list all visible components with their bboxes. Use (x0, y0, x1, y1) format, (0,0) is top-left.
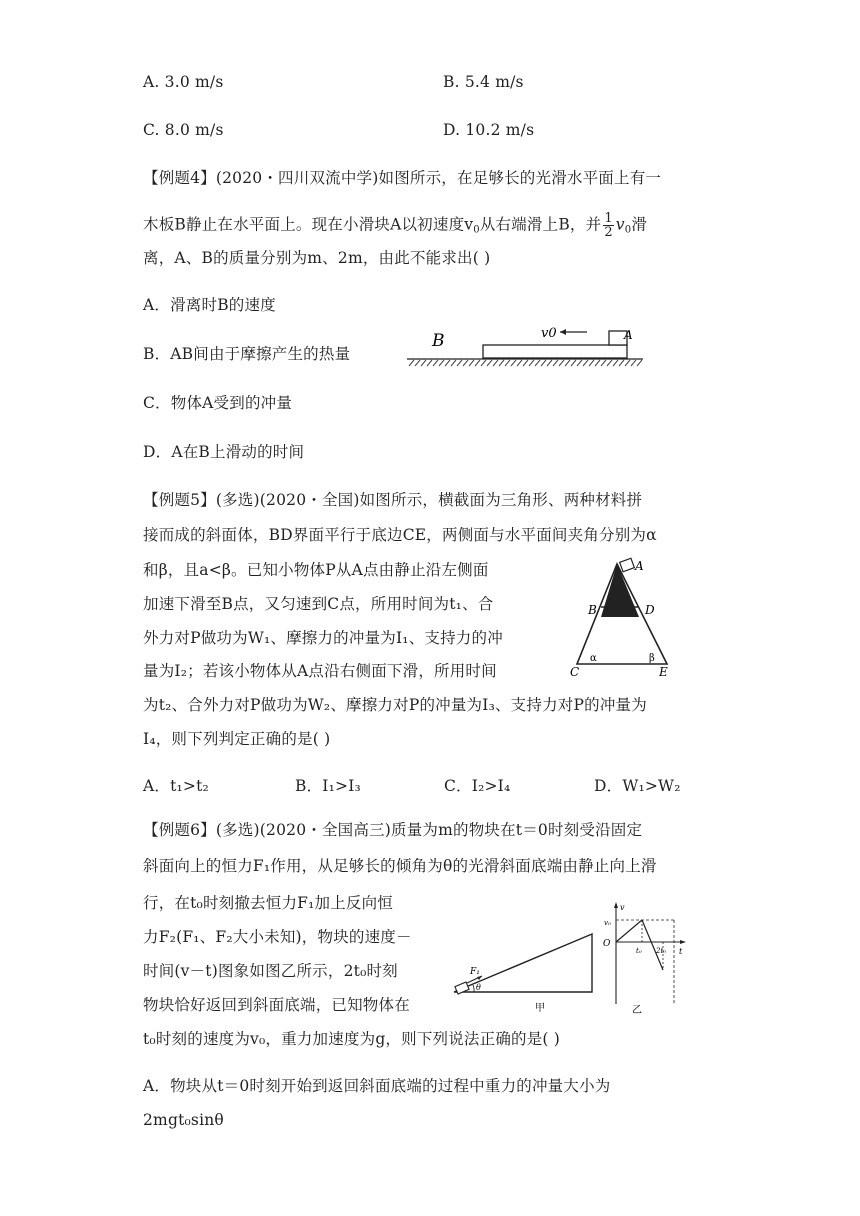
svg-text:2t₀: 2t₀ (656, 947, 667, 955)
q4-option-d: D．A在B上滑动的时间 (143, 443, 305, 461)
q5-option-b: B．I₁>I₃ (295, 777, 361, 795)
q4-line-1: 【例题4】(2020・四川双流中学)如图所示，在足够长的光滑水平面上有一 (143, 169, 662, 187)
fraction-one-half: $\frac{1}{2}$ (604, 211, 613, 240)
q6-line-3: 行，在t₀时刻撤去恒力F₁加上反向恒 (143, 894, 394, 912)
q6-line-2: 斜面向上的恒力F₁作用，从足够长的倾角为θ的光滑斜面底端由静止向上滑 (143, 857, 657, 875)
q3-option-b: B. 5.4 m/s (443, 73, 524, 91)
svg-text:β: β (649, 653, 655, 664)
svg-text:B: B (588, 603, 597, 617)
q5-option-d: D．W₁>W₂ (594, 777, 681, 795)
q5-line-8: I₄，则下列判定正确的是( ) (143, 730, 331, 748)
svg-text:C: C (570, 665, 580, 678)
q5-line-3: 和β，且a<β。已知小物体P从A点由静止沿左侧面 (143, 561, 489, 579)
q3-option-d: D. 10.2 m/s (443, 121, 535, 139)
incline-triangle (454, 934, 592, 992)
q5-line-4: 加速下滑至B点，又匀速到C点，所用时间为t₁、合 (143, 595, 494, 613)
label-b: B (432, 331, 445, 351)
q6-option-a-line-1: A．物块从t＝0时刻开始到返回斜面底端的过程中重力的冲量大小为 (143, 1077, 611, 1095)
svg-text:F₁: F₁ (470, 967, 480, 977)
q4-line-3: 离，A、B的质量分别为m、2m，由此不能求出( ) (143, 249, 491, 267)
ground-hatching (409, 360, 642, 366)
q6-line-7: t₀时刻的速度为v₀，重力加速度为g，则下列说法正确的是( ) (143, 1030, 561, 1048)
board-block-figure (405, 312, 645, 374)
svg-text:乙: 乙 (632, 1005, 642, 1016)
vt-graph-figure (600, 900, 690, 1020)
svg-text:A: A (635, 559, 644, 573)
acceleration-segment (616, 920, 642, 942)
q4-option-c: C．物体A受到的冲量 (143, 394, 293, 412)
svg-text:t: t (679, 947, 683, 956)
small-block-p (620, 558, 635, 572)
svg-text:t₀: t₀ (636, 947, 642, 955)
q5-line-6: 量为I₂；若该小物体从A点沿右侧面下滑，所用时间 (143, 662, 497, 680)
q5-line-7: 为t₂、合外力对P做功为W₂、摩擦力对P的冲量为I₃、支持力对P的冲量为 (143, 696, 647, 714)
svg-text:α: α (590, 653, 597, 664)
return-segment (642, 920, 663, 970)
q5-line-1: 【例题5】(多选)(2020・全国)如图所示，横截面为三角形、两种材料拼 (143, 491, 643, 509)
q5-line-5: 外力对P做功为W₁、摩擦力的冲量为I₁、支持力的冲 (143, 629, 503, 647)
label-a: A (624, 328, 633, 342)
board-b (483, 345, 627, 358)
q5-option-a: A．t₁>t₂ (143, 777, 209, 795)
q5-line-2: 接而成的斜面体，BD界面平行于底边CE，两侧面与水平面间夹角分别为α (143, 526, 657, 544)
svg-text:D: D (645, 603, 655, 617)
q6-line-4: 力F₂(F₁、F₂大小未知)，物块的速度－ (143, 928, 412, 946)
triangle-figure (557, 554, 685, 678)
q3-option-a: A. 3.0 m/s (143, 73, 224, 91)
q4-option-a: A．滑离时B的速度 (143, 296, 276, 314)
svg-text:O: O (603, 939, 611, 949)
svg-text:v: v (620, 903, 625, 912)
q6-line-5: 时间(v－t)图象如图乙所示，2t₀时刻 (143, 962, 398, 980)
q6-option-a-line-2: 2mgt₀sinθ (143, 1111, 224, 1129)
q6-line-1: 【例题6】(多选)(2020・全国高三)质量为m的物块在t＝0时刻受沿固定 (143, 821, 643, 839)
q4-option-b: B．AB间由于摩擦产生的热量 (143, 345, 351, 363)
q4-line-2: 木板B静止在水平面上。现在小滑块A以初速度$v_0$从右端滑上B，并 $\frac{1}{2}$ $v_0$滑 (143, 211, 648, 240)
svg-text:θ: θ (476, 983, 481, 992)
svg-text:甲: 甲 (535, 1003, 545, 1014)
svg-text:E: E (659, 665, 668, 678)
q6-line-6: 物块恰好返回到斜面底端，已知物体在 (143, 996, 410, 1014)
label-v0: v0 (541, 326, 557, 341)
svg-text:v₀: v₀ (604, 919, 611, 927)
q5-option-c: C．I₂>I₄ (444, 777, 511, 795)
incline-figure (446, 928, 602, 1024)
q3-option-c: C. 8.0 m/s (143, 121, 224, 139)
